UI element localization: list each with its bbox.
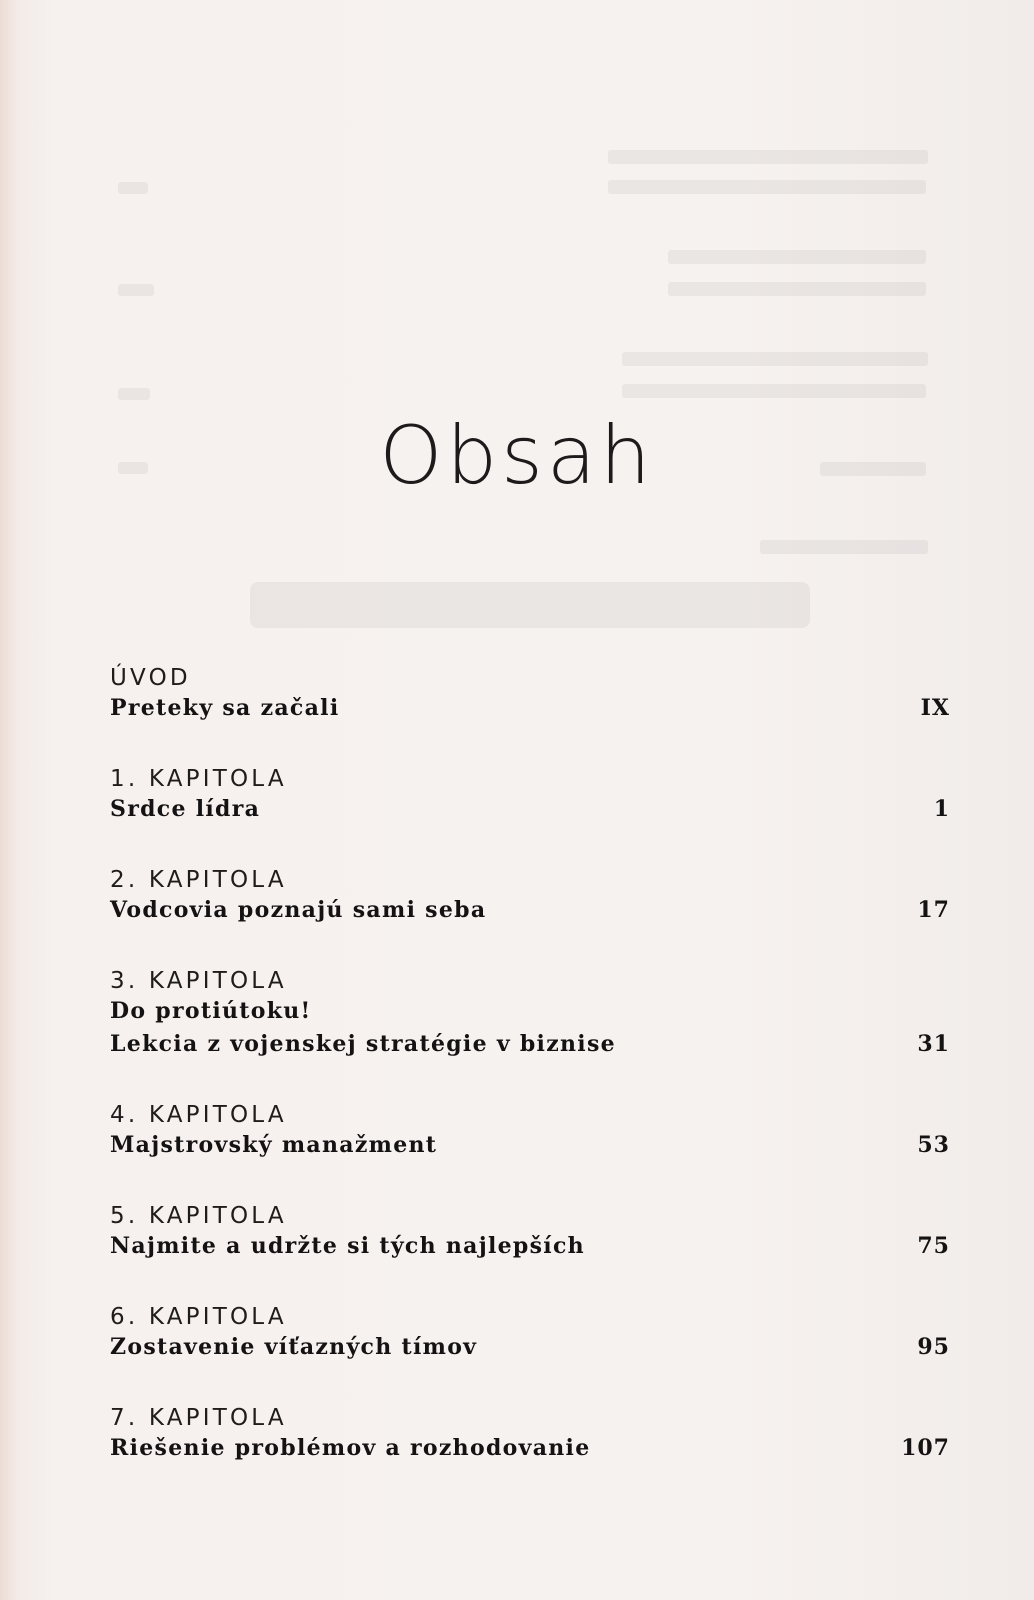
- entry-label: 7. KAPITOLA: [110, 1405, 287, 1431]
- entry-label: 6. KAPITOLA: [110, 1304, 287, 1330]
- toc-entry-chapter-4: [110, 1101, 950, 1162]
- entry-title: Zostavenie víťazných tímov: [110, 1334, 478, 1360]
- entry-page-number: IX: [920, 695, 950, 721]
- page-title: Obsah: [379, 409, 655, 502]
- entry-label: 5. KAPITOLA: [110, 1203, 287, 1229]
- toc-entry-chapter-1: [110, 765, 950, 826]
- toc-entry-chapter-3: [110, 967, 950, 1061]
- entry-page-number: 53: [917, 1132, 950, 1158]
- entry-title: Majstrovský manažment: [110, 1132, 438, 1158]
- entry-page-number: 31: [917, 1031, 950, 1057]
- entry-title-line-1: Do protiútoku!: [110, 998, 312, 1024]
- entry-title: Riešenie problémov a rozhodovanie: [110, 1435, 591, 1461]
- entry-page-number: 107: [901, 1435, 950, 1461]
- entry-page-number: 1: [933, 796, 950, 822]
- entry-label: 2. KAPITOLA: [110, 867, 287, 893]
- entry-page-number: 75: [917, 1233, 950, 1259]
- toc-entry-chapter-7: [110, 1404, 950, 1465]
- table-of-contents: [110, 664, 950, 1505]
- entry-label: 4. KAPITOLA: [110, 1102, 287, 1128]
- entry-title: Vodcovia poznajú sami seba: [110, 897, 487, 923]
- toc-entry-intro: [110, 664, 950, 725]
- entry-title: Srdce lídra: [110, 796, 261, 822]
- entry-page-number: 17: [917, 897, 950, 923]
- entry-page-number: 95: [917, 1334, 950, 1360]
- toc-entry-chapter-2: [110, 866, 950, 927]
- entry-label: ÚVOD: [110, 665, 191, 691]
- entry-title: Preteky sa začali: [110, 695, 340, 721]
- toc-entry-chapter-5: [110, 1202, 950, 1263]
- entry-label: 3. KAPITOLA: [110, 968, 287, 994]
- entry-title: Najmite a udržte si tých najlepších: [110, 1233, 585, 1259]
- entry-title-line-2: Lekcia z vojenskej stratégie v biznise: [110, 1031, 616, 1057]
- toc-entry-chapter-6: [110, 1303, 950, 1364]
- entry-label: 1. KAPITOLA: [110, 766, 287, 792]
